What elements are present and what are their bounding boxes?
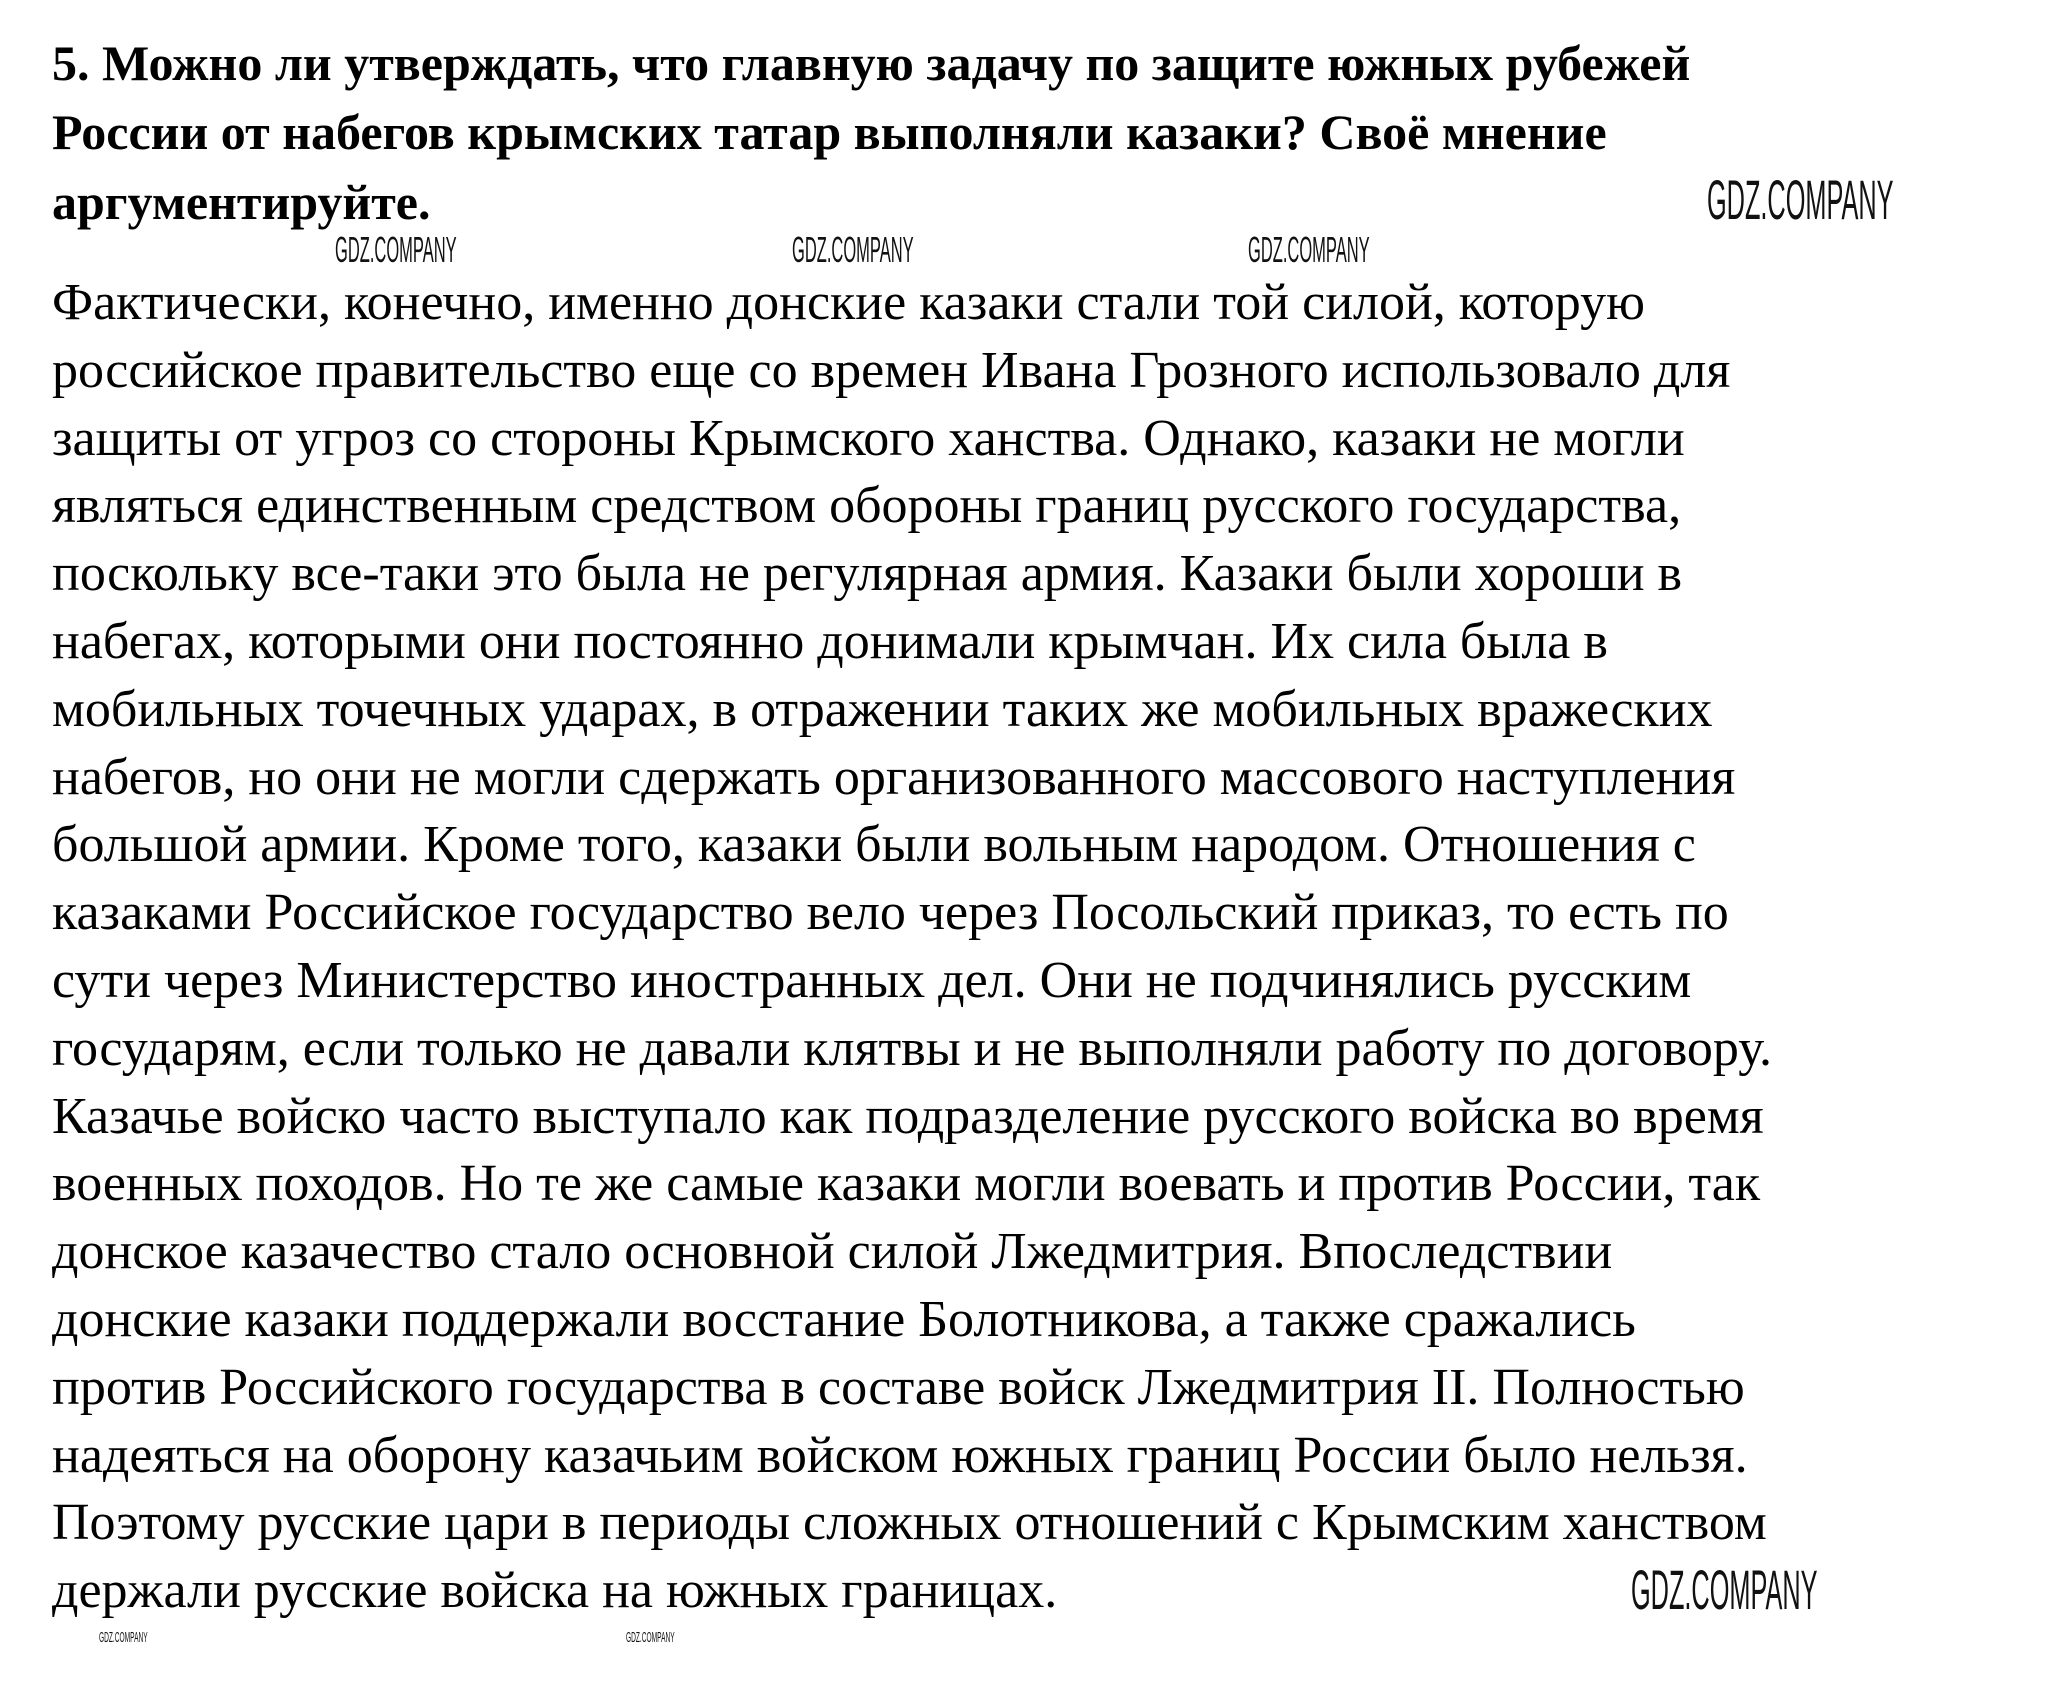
answer-line: государям, если только не давали клятвы и не выполняли работу по договору.	[52, 1019, 1773, 1077]
answer-line: набегах, которыми они постоянно донимали крымчан. Их сила была в	[52, 613, 1608, 670]
answer-line: военных походов. Но те же самые казаки могли воевать и против России, так	[52, 1155, 1761, 1213]
answer-line: Фактически, конечно, именно донские казаки стали той силой, которую	[52, 274, 1645, 331]
answer-line: против Российского государства в составе войск Лжедмитрия II. Полностью	[52, 1358, 1745, 1416]
watermark-text: GDZ.COMPANY	[1248, 230, 1370, 271]
watermark-text: GDZ.COMPANY	[335, 230, 457, 271]
answer-line: надеяться на оборону казачьим войском южных границ России было нельзя.	[52, 1426, 1748, 1484]
answer-line: сути через Министерство иностранных дел. Они не подчинялись русским	[52, 952, 1692, 1009]
answer-line: казаками Российское государство вело через Посольский приказ, то есть по	[52, 884, 1729, 942]
watermark-text: GDZ.COMPANY	[1707, 168, 1894, 231]
question-line: 5. Можно ли утверждать, что главную задачу по защите южных рубежей	[52, 35, 1691, 91]
answer-line: донское казачество стало основной силой Лжедмитрия. Впоследствии	[52, 1223, 1613, 1281]
watermark-text: GDZ.COMPANY	[99, 1628, 148, 1646]
answer-line: Поэтому русские цари в периоды сложных отношений с Крымским ханством	[52, 1494, 1767, 1552]
answer-line: российское правительство еще со времен Ивана Грозного использовало для	[52, 341, 1731, 399]
watermark-text: GDZ.COMPANY	[626, 1628, 675, 1646]
answer-line: являться единственным средством обороны границ русского государства,	[52, 477, 1682, 535]
answer-line: донские казаки поддержали восстание Болотникова, а также сражались	[52, 1291, 1636, 1348]
answer-line: поскольку все-таки это была не регулярная армия. Казаки были хороши в	[52, 545, 1683, 603]
question-line: России от набегов крымских татар выполняли казаки? Своё мнение	[52, 104, 1607, 160]
answer-line: держали русские войска на южных границах.	[52, 1562, 1058, 1620]
question-line: аргументируйте.	[52, 174, 431, 230]
answer-line: набегов, но они не могли сдержать организованного массового наступления	[52, 748, 1736, 806]
answer-line: Казачье войско часто выступало как подразделение русского войска во время	[52, 1087, 1764, 1145]
answer-line: большой армии. Кроме того, казаки были вольным народом. Отношения с	[52, 816, 1696, 874]
answer-line: защиты от угроз со стороны Крымского ханства. Однако, казаки не могли	[52, 409, 1685, 467]
watermark-text: GDZ.COMPANY	[1631, 1558, 1818, 1621]
watermark-text: GDZ.COMPANY	[792, 230, 914, 271]
answer-line: мобильных точечных ударах, в отражении таких же мобильных вражеских	[52, 680, 1713, 738]
